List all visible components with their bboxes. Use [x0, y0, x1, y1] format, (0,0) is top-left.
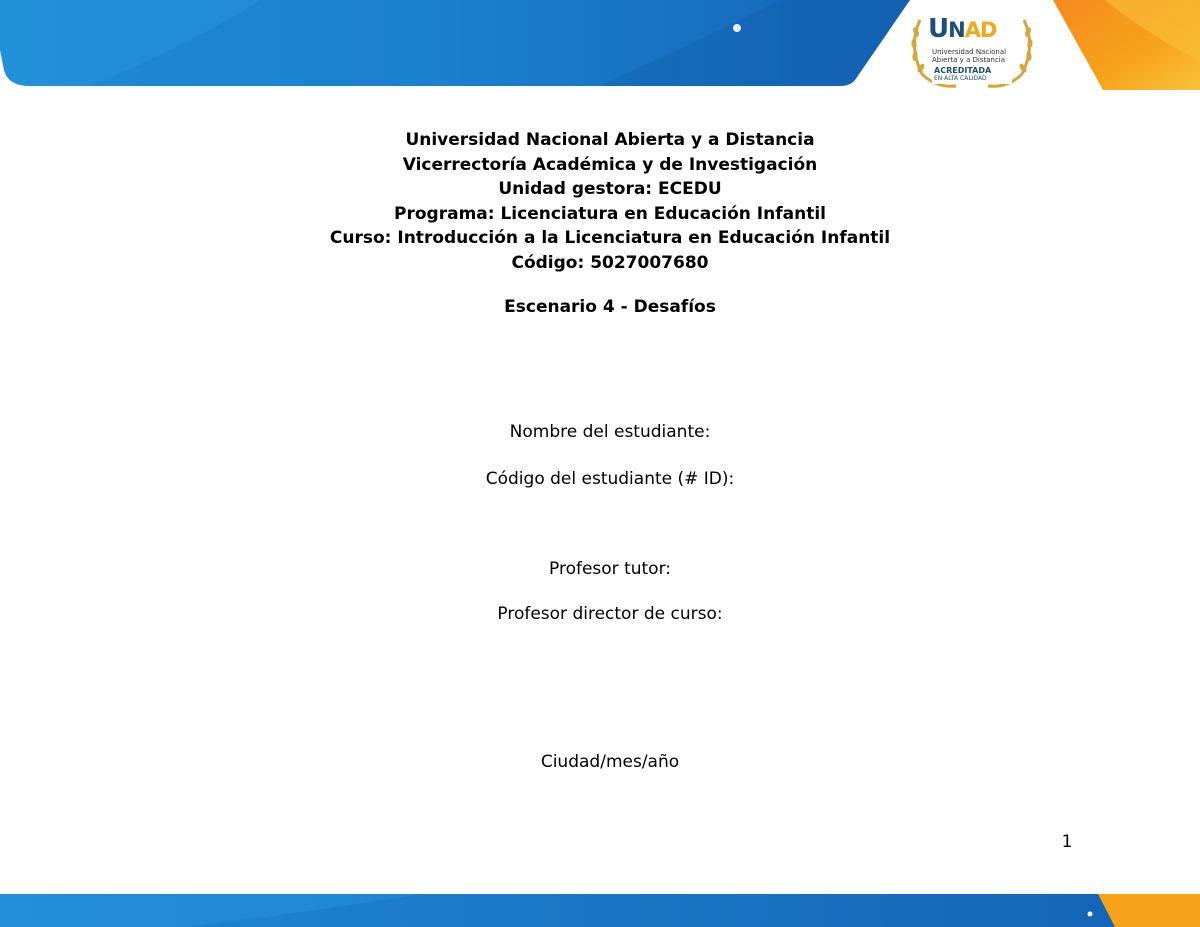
tutor-field: Profesor tutor:: [549, 559, 671, 579]
student-name-field: Nombre del estudiante:: [509, 422, 711, 442]
logo-letter-u: U: [928, 14, 949, 44]
vice-rectorate: Vicerrectoría Académica y de Investigación: [402, 154, 818, 175]
accreditation-badge: [934, 66, 1010, 82]
course-name: Curso: Introducción a la Licenciatura en Educación Infantil: [329, 228, 891, 248]
course-director-field: Profesor director de curso:: [497, 604, 723, 624]
logo-wordmark: [928, 14, 996, 44]
header-banner: [0, 0, 910, 88]
logo-subtitle: [932, 48, 1006, 64]
page-number: 1: [1061, 832, 1073, 852]
banner-dot: [733, 24, 741, 32]
course-code: Código: 5027007680: [511, 252, 709, 273]
logo-letter-n: N: [948, 18, 965, 42]
header-accent: [1045, 0, 1200, 90]
badge-sub-text: EN ALTA CALIDAD: [934, 75, 987, 82]
footer-bar: [0, 894, 1200, 927]
title-block: [200, 128, 1020, 275]
unad-logo: [906, 8, 1038, 88]
footer-dot: [1088, 912, 1093, 917]
program-name: Programa: Licenciatura en Educación Infantil: [394, 203, 826, 224]
university-name: Universidad Nacional Abierta y a Distancia: [405, 130, 815, 150]
city-date-field: Ciudad/mes/año: [540, 752, 680, 772]
badge-main-text: ACREDITADA: [934, 66, 992, 75]
logo-subtitle-line2: Abierta y a Distancia: [932, 56, 1006, 64]
scenario-title: Escenario 4 - Desafíos: [504, 297, 716, 317]
logo-subtitle-line1: Universidad Nacional: [932, 48, 1007, 56]
logo-letters-ad: AD: [964, 18, 997, 42]
managing-unit: Unidad gestora: ECEDU: [498, 179, 722, 199]
student-code-field: Código del estudiante (# ID):: [485, 469, 735, 489]
